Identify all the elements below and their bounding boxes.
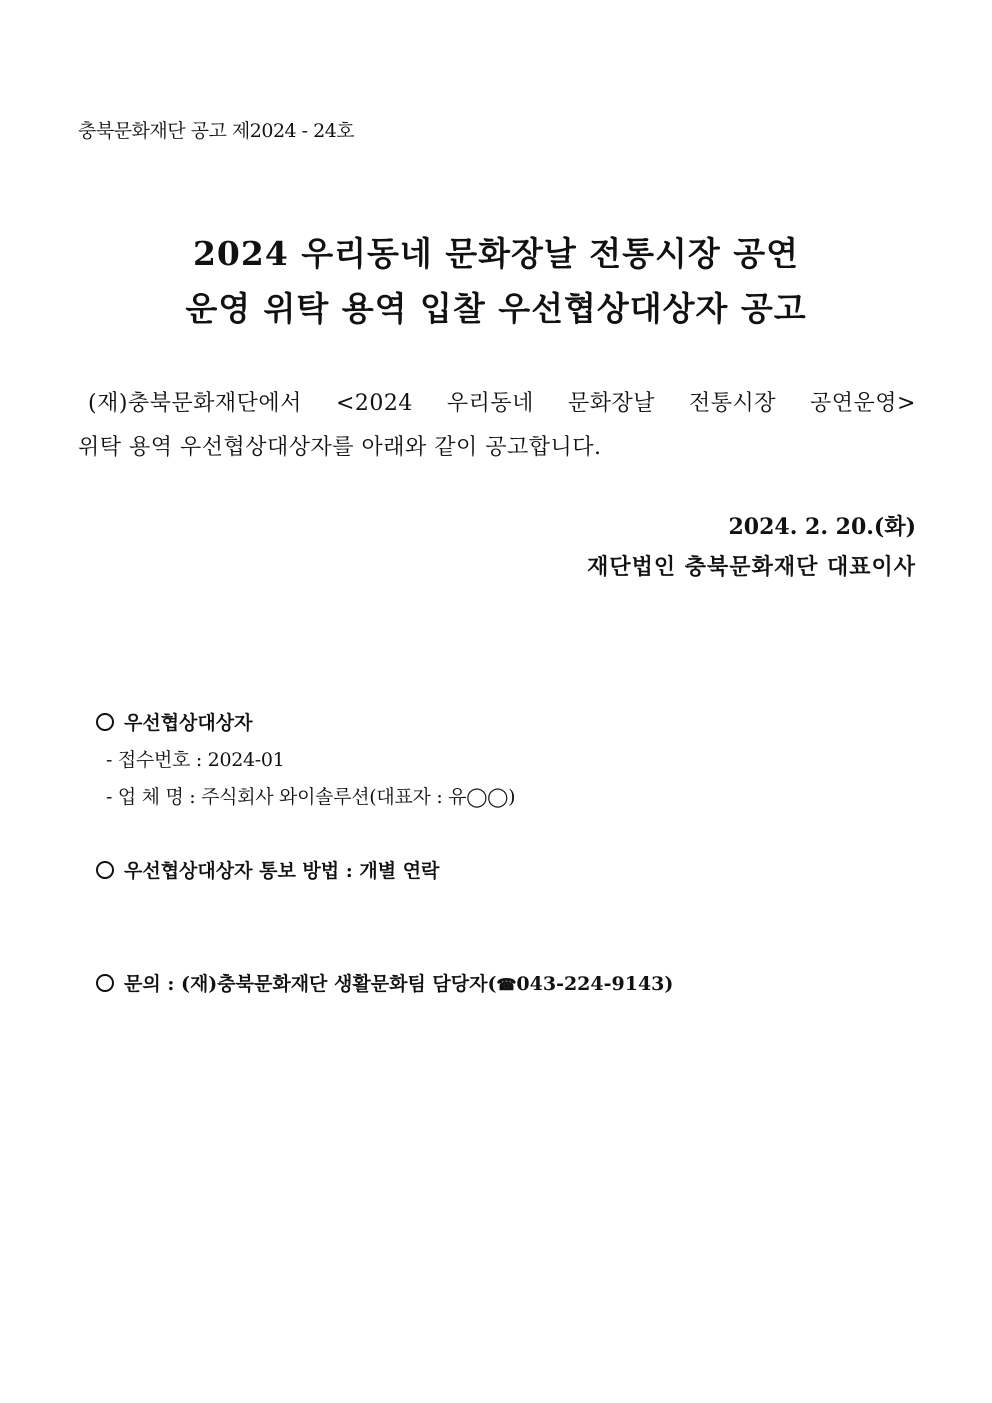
circle-bullet-icon	[96, 713, 114, 731]
issuer: 재단법인 충북문화재단 대표이사	[587, 554, 916, 580]
section-notification	[96, 856, 439, 883]
section-heading: 우선협상대상자 통보 방법 : 개별 연락	[124, 860, 440, 882]
circle-bullet-icon	[96, 974, 114, 992]
notice-number: 충북문화재단 공고 제2024 - 24호	[78, 120, 355, 142]
body-line-1: (재)충북문화재단에서 <2024 우리동네 문화장날 전통시장 공연운영>	[88, 391, 916, 416]
title-line-1: 2024 우리동네 문화장날 전통시장 공연	[192, 234, 800, 273]
body-paragraph	[78, 382, 916, 470]
title-line-2: 운영 위탁 용역 입찰 우선협상대상자 공고	[185, 289, 807, 328]
contact-phone: 043-224-9143)	[516, 973, 674, 995]
receipt-number: - 접수번호 : 2024-01	[106, 749, 285, 771]
body-line-2: 위탁 용역 우선협상대상자를 아래와 같이 공고합니다.	[78, 435, 602, 460]
section-heading: 우선협상대상자	[124, 712, 253, 734]
company-name: - 업 체 명 : 주식회사 와이솔루션(대표자 : 유◯◯)	[106, 786, 516, 808]
announcement-date: 2024. 2. 20.(화)	[728, 514, 916, 540]
section-contact	[96, 969, 673, 996]
section-negotiation-party	[96, 708, 515, 809]
contact-heading: 문의 : (재)충북문화재단 생활문화팀 담당자(	[124, 973, 497, 995]
phone-icon: ☎	[496, 975, 517, 994]
circle-bullet-icon	[96, 861, 114, 879]
